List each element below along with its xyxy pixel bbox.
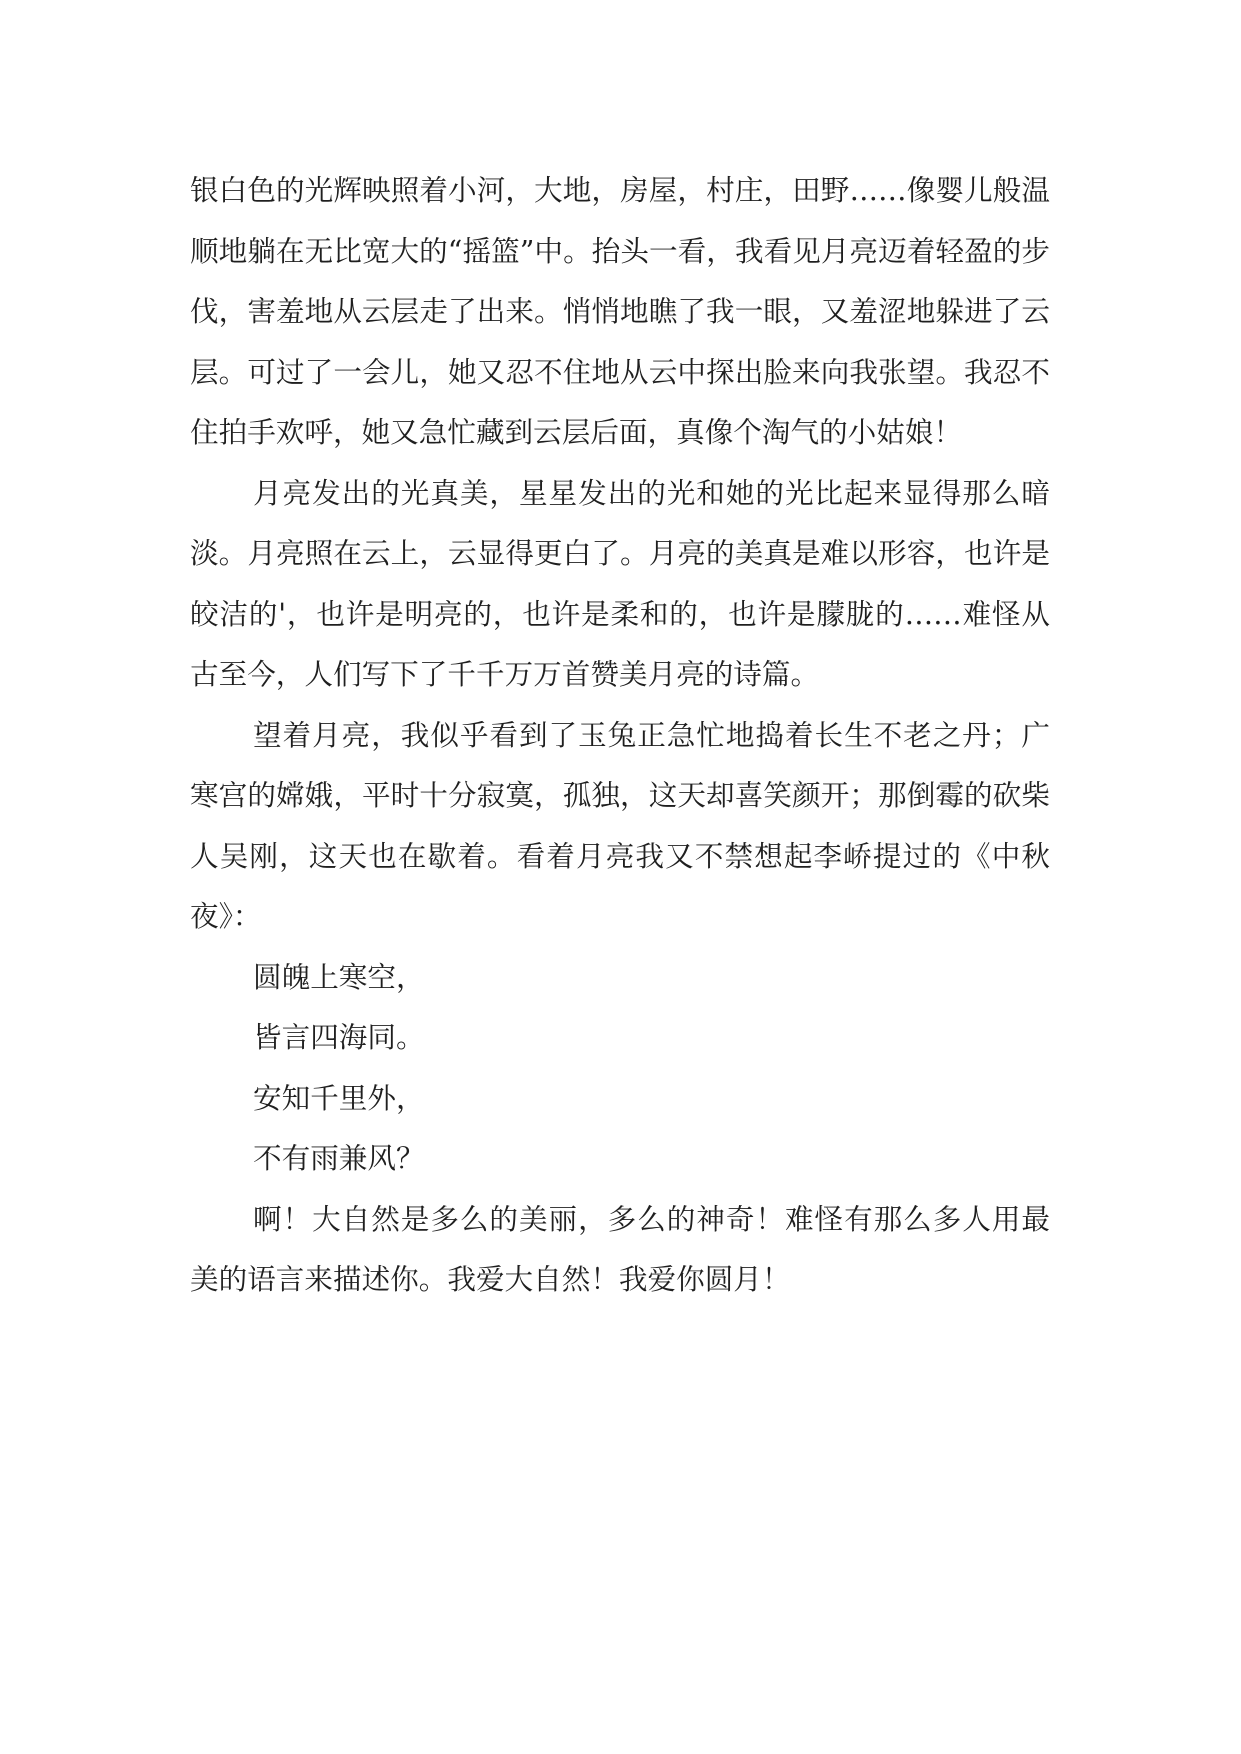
paragraph-legends: 望着月亮，我似乎看到了玉兔正急忙地捣着长生不老之丹；广寒宫的嫦娥，平时十分寂寞，孤独，这天却喜笑颜开；那倒霉的砍柴人吴刚，这天也在歇着。看着月亮我又不禁想起李峤提过的《中秋夜》：: [190, 717, 1050, 933]
poem-line-2: 皆言四海同。: [253, 1020, 425, 1054]
paragraph-moonlight-continuation: 银白色的光辉映照着小河，大地，房屋，村庄，田野……像婴儿般温顺地躺在无比宽大的“摇篮”中。抬头一看，我看见月亮迈着轻盈的步伐，害羞地从云层走了出来。悄悄地瞧了我一眼，又羞涩地躲进了云层。可过了一会儿，她又忍不住地从云中探出脸来向我张望。我忍不住拍手欢呼，她又急忙藏到云层后面，真像个淘气的小姑娘！: [190, 173, 1050, 449]
poem-line-3: 安知千里外，: [253, 1080, 425, 1115]
poem-line-4: 不有雨兼风？: [253, 1141, 425, 1175]
document-body: [190, 160, 1050, 1310]
poem-line-1: 圆魄上寒空，: [253, 959, 425, 994]
paragraph-closing: 啊！大自然是多么的美丽，多么的神奇！难怪有那么多人用最美的语言来描述你。我爱大自然！我爱你圆月！: [190, 1201, 1050, 1296]
paragraph-moon-beauty: 月亮发出的光真美，星星发出的光和她的光比起来显得那么暗淡。月亮照在云上，云显得更白了。月亮的美真是难以形容，也许是皎洁的'，也许是明亮的，也许是柔和的，也许是朦胧的……难怪从古至今，人们写下了千千万万首赞美月亮的诗篇。: [190, 475, 1050, 691]
